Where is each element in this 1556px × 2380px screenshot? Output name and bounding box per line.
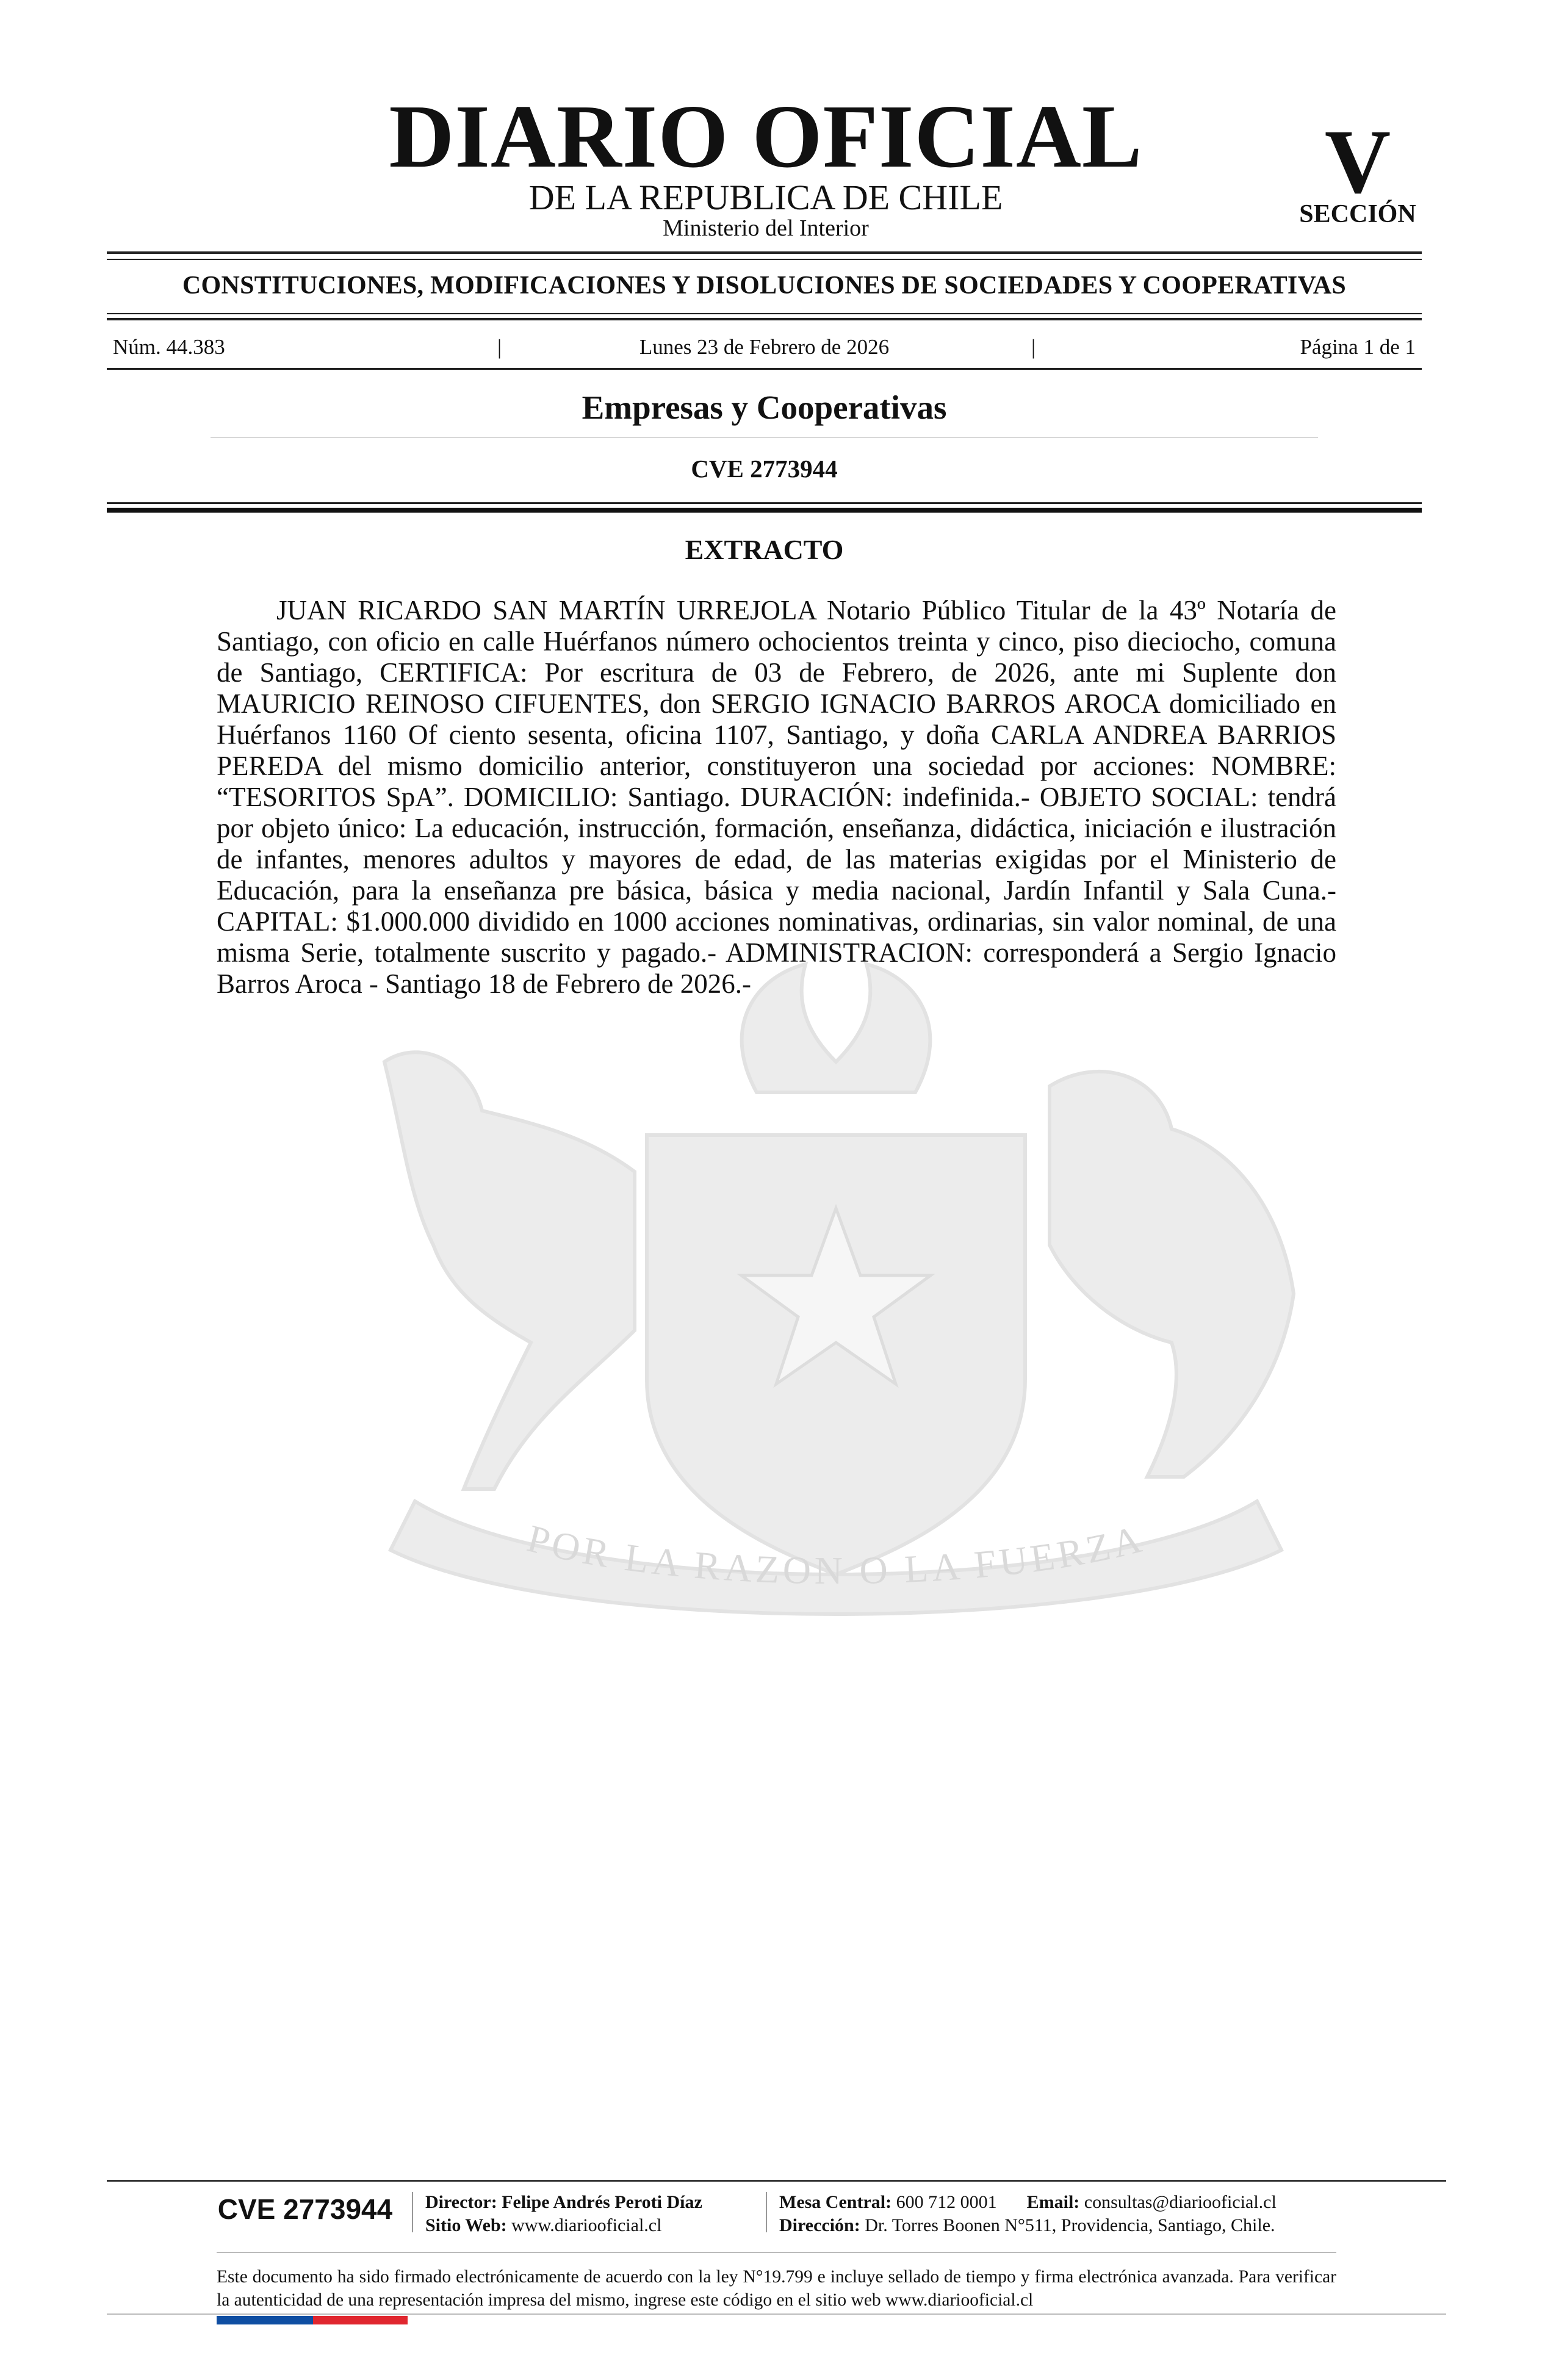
page-number: Página 1 de 1 [1300,335,1416,359]
issue-info-row [113,334,1416,361]
website-label: Sitio Web: [425,2215,507,2235]
divider [412,2192,413,2232]
flag-stripe-red [313,2316,408,2324]
cve-code: CVE 2773944 [691,455,838,483]
coat-of-arms-icon [330,952,1342,1654]
director-label: Director: [425,2192,497,2212]
category-title: CONSTITUCIONES, MODIFICACIONES Y DISOLUCIONES DE SOCIEDADES Y COOPERATIVAS [182,272,1347,300]
issue-number: Núm. 44.383 [113,335,225,359]
motto-text: POR LA RAZON O LA FUERZA [523,1516,1149,1593]
director-name: Felipe Andrés Peroti Díaz [502,2192,702,2212]
issue-date: Lunes 23 de Febrero de 2026 [639,335,890,359]
website-link[interactable]: www.diariooficial.cl [511,2215,662,2235]
divider [766,2192,767,2232]
divider [107,368,1422,370]
flag-stripe-blue [217,2316,313,2324]
info-separator: | [497,335,502,359]
masthead-ministry: Ministerio del Interior [663,215,869,241]
address-label: Dirección: [779,2215,860,2235]
extracto-title: EXTRACTO [685,534,844,565]
footer-website [425,2214,661,2237]
divider [107,2313,1446,2315]
section-letter: V [1324,111,1391,212]
divider [107,318,1422,320]
address-value: Dr. Torres Boonen N°511, Providencia, Santiago, Chile. [865,2215,1275,2235]
email-label: Email: [1026,2192,1080,2212]
section-heading: Empresas y Cooperativas [582,389,947,426]
masthead-subtitle: DE LA REPUBLICA DE CHILE [528,178,1003,217]
footer-phone [779,2191,1277,2214]
phone-label: Mesa Central: [779,2192,892,2212]
divider [107,251,1422,254]
masthead-title: DIARIO OFICIAL [389,87,1143,187]
divider [211,437,1318,438]
divider [107,2180,1446,2182]
extracto-body: JUAN RICARDO SAN MARTÍN URREJOLA Notario Público Titular de la 43º Notaría de Santiago, con oficio en calle Huérfanos número ochocientos treinta y cinco, piso dieciocho, comuna de Santiago, CERTIFICA: Por escritura de 03 de Febrero, de 2026, ante mi Suplente don MAURICIO REINOSO CIFUENTES, don SERGIO IGNACIO BARROS AROCA domiciliado en Huérfanos 1160 Of ciento sesenta, oficina 1107, Santiago, y doña CARLA ANDREA BARRIOS PEREDA del mismo domicilio anterior, constituyeron una sociedad por acciones: NOMBRE: “TESORITOS SpA”. DOMICILIO: Santiago. DURACIÓN: indefinida.- OBJETO SOCIAL: tendrá por objeto único: La educación, instrucción, formación, enseñanza, didáctica, iniciación e ilustración de infantes, menores adultos y mayores de edad, de las materias exigidas por el Ministerio de Educación, para la enseñanza pre básica, básica y media nacional, Jardín Infantil y Sala Cuna.- CAPITAL: $1.000.000 dividido en 1000 acciones nominativas, ordinarias, sin valor nominal, de una misma Serie, totalmente suscrito y pagado.- ADMINISTRACION: corresponderá a Sergio Ignacio Barros Aroca - Santiago 18 de Febrero de 2026.- [217,595,1336,999]
section-word: SECCIÓN [1299,200,1416,228]
signature-note: Este documento ha sido firmado electrónicamente de acuerdo con la ley N°19.799 e incluye sellado de tiempo y firma electrónica avanzada. Para verificar la autenticidad de una representación impresa del mismo, ingrese este código en el sitio web www.diariooficial.cl [217,2267,1336,2310]
info-separator: | [1031,335,1036,359]
footer-director [425,2191,702,2214]
divider [107,508,1422,513]
divider [107,313,1422,314]
email-link[interactable]: consultas@diariooficial.cl [1084,2192,1277,2212]
divider [217,2252,1336,2253]
footer-cve-code: CVE 2773944 [217,2193,393,2225]
divider [107,502,1422,504]
footer-address [779,2214,1275,2237]
phone-value: 600 712 0001 [896,2192,997,2212]
divider [107,259,1422,260]
